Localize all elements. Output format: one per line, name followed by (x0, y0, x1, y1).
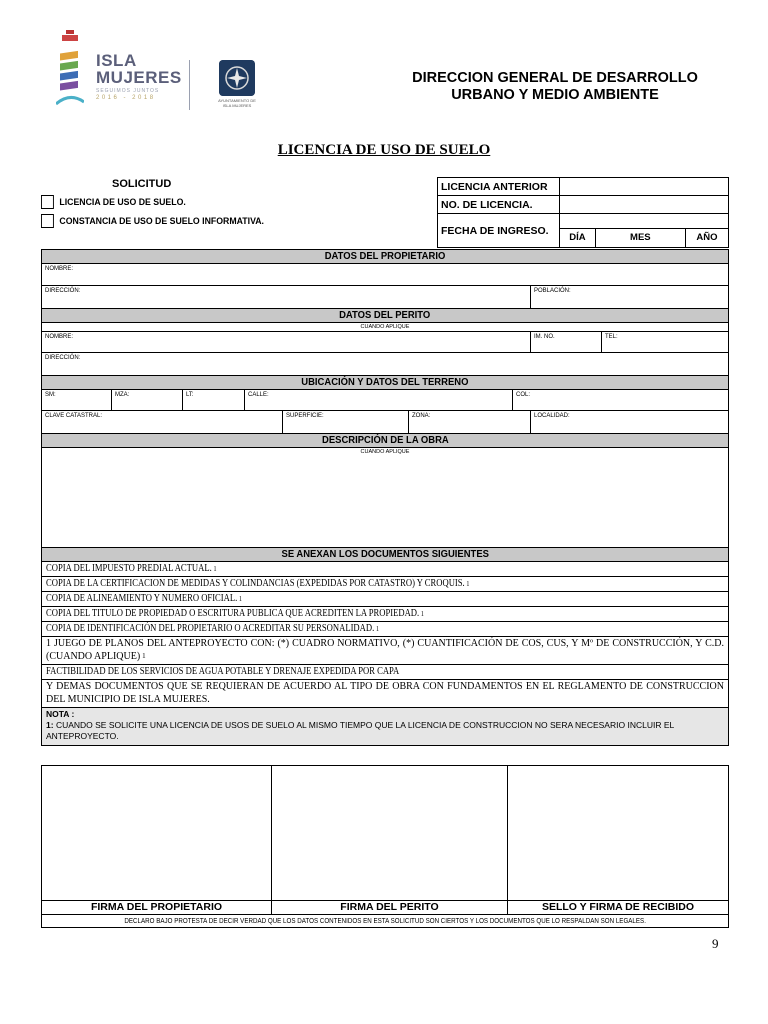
list-item: 1 JUEGO DE PLANOS DEL ANTEPROYECTO CON: (*) CUADRO NORMATIVO, (*) CUANTIFICACIÓN DE COS, CUS, Y Mº DE CONSTRUCCIÓN, Y C.D. (CUANDO APLIQUE) $^1$ (42, 637, 728, 665)
propietario-nombre-field[interactable]: NOMBRE: (45, 266, 74, 272)
terreno-col-field[interactable]: COL: (516, 392, 531, 398)
perito-cuando-aplique: CUANDO APLIQUE (42, 323, 728, 332)
terreno-clave-catastral-field[interactable]: CLAVE CATASTRAL: (42, 411, 283, 433)
terreno-superficie-field[interactable]: SUPERFICIE: (283, 411, 409, 433)
nota-text: 1: CUANDO SE SOLICITE UNA LICENCIA DE USOS DE SUELO AL MISMO TIEMPO QUE LA LICENCIA DE CONSTRUCCION NO SERA NECESARIO INCLUIR EL ANTEPROYECTO. (46, 720, 674, 741)
sello-recibido-label: SELLO Y FIRMA DE RECIBIDO (508, 900, 728, 914)
application-form (41, 249, 729, 746)
terreno-lt-field[interactable]: LT: (183, 390, 245, 410)
perito-nombre-field[interactable]: NOMBRE: (42, 332, 531, 352)
obra-cuando-aplique: CUANDO APLIQUE (42, 448, 728, 456)
constancia-checkbox[interactable] (41, 214, 54, 228)
perito-direccion-field[interactable]: DIRECCIÓN: (45, 355, 81, 361)
lighthouse-logo-icon (56, 30, 84, 108)
mes-label: MES (595, 228, 685, 247)
document-title: LICENCIA DE USO DE SUELO (277, 142, 491, 158)
fecha-ingreso-label: FECHA DE INGRESO. (438, 214, 560, 248)
municipal-seal-icon (219, 60, 255, 96)
list-item: COPIA DE LA CERTIFICACION DE MEDIDAS Y COLINDANCIAS (EXPEDIDAS POR CATASTRO) Y CROQUIS. $^1$ (42, 577, 728, 592)
firma-propietario-box[interactable] (42, 766, 272, 914)
section-documentos-header: SE ANEXAN LOS DOCUMENTOS SIGUIENTES (42, 548, 728, 562)
list-item: Y DEMAS DOCUMENTOS QUE SE REQUIERAN DE ACUERDO AL TIPO DE OBRA CON FUNDAMENTOS EN EL REGLAMENTO DE CONSTRUCCION DEL MUNICIPIO DE ISLA MUJERES. (42, 680, 728, 708)
list-item: COPIA DE IDENTIFICACIÓN DEL PROPIETARIO O ACREDITAR SU PERSONALIDAD. $^1$ (42, 622, 728, 637)
licencia-anterior-field[interactable] (560, 178, 729, 196)
license-info-table (437, 177, 729, 248)
nota-title: NOTA : (46, 709, 75, 719)
section-propietario-header: DATOS DEL PROPIETARIO (42, 249, 728, 264)
solicitud-title: SOLICITUD (112, 178, 172, 190)
sello-recibido-box[interactable] (508, 766, 728, 914)
licencia-anterior-label: LICENCIA ANTERIOR (438, 178, 560, 196)
declaration-text: DECLARO BAJO PROTESTA DE DECIR VERDAD QUE LOS DATOS CONTENIDOS EN ESTA SOLICITUD SON CIERTOS Y LOS DOCUMENTOS QUE LO RESPALDAN SON LEGALES. (41, 915, 729, 928)
terreno-mza-field[interactable]: MZA: (112, 390, 183, 410)
section-perito-header: DATOS DEL PERITO (42, 309, 728, 323)
numero-licencia-label: NO. DE LICENCIA. (438, 196, 560, 214)
terreno-sm-field[interactable]: SM: (42, 390, 112, 410)
licencia-checkbox[interactable] (41, 195, 54, 209)
section-terreno-header: UBICACIÓN Y DATOS DEL TERRENO (42, 376, 728, 390)
seal-caption: AYUNTAMIENTO DE ISLA MUJERES (218, 98, 256, 108)
option-constancia-informativa[interactable] (41, 214, 264, 228)
numero-licencia-field[interactable] (560, 196, 729, 214)
propietario-poblacion-field[interactable]: POBLACIÓN: (534, 288, 571, 294)
list-item: FACTIBILIDAD DE LOS SERVICIOS DE AGUA POTABLE Y DRENAJE EXPEDIDA POR CAPA (42, 665, 728, 680)
nota-box (42, 708, 728, 746)
obra-description-field[interactable] (42, 456, 728, 548)
fecha-ingreso-field[interactable] (560, 214, 729, 229)
department-title: DIRECCION GENERAL DE DESARROLLO URBANO Y MEDIO AMBIENTE (412, 70, 698, 103)
dia-label: DÍA (560, 228, 596, 247)
section-obra-header: DESCRIPCIÓN DE LA OBRA (42, 434, 728, 448)
terreno-calle-field[interactable]: CALLE: (245, 390, 513, 410)
signature-section (41, 765, 729, 915)
municipality-logo (36, 30, 266, 110)
terreno-localidad-field[interactable]: LOCALIDAD: (534, 413, 570, 419)
logo-wordmark: ISLA MUJERES (96, 51, 182, 87)
list-item: COPIA DEL TITULO DE PROPIEDAD O ESCRITURA PUBLICA QUE ACREDITEN LA PROPIEDAD. $^1$ (42, 607, 728, 622)
firma-perito-label: FIRMA DEL PERITO (272, 900, 507, 914)
logo-tagline: SEGUIMOS JUNTOS (96, 88, 160, 94)
logo-divider (189, 60, 190, 110)
list-item: COPIA DE ALINEAMIENTO Y NUMERO OFICIAL. $^1$ (42, 592, 728, 607)
page-number: 9 (712, 936, 719, 951)
perito-im-no-field[interactable]: IM. NO. (531, 332, 602, 352)
logo-years: 2016 - 2018 (96, 95, 156, 101)
firma-propietario-label: FIRMA DEL PROPIETARIO (42, 900, 271, 914)
perito-tel-field[interactable]: TEL: (605, 334, 618, 340)
anio-label: AÑO (685, 228, 728, 247)
propietario-direccion-field[interactable]: DIRECCIÓN: (42, 286, 531, 308)
option-label: CONSTANCIA DE USO DE SUELO INFORMATIVA. (59, 215, 264, 227)
terreno-zona-field[interactable]: ZONA: (409, 411, 531, 433)
list-item: COPIA DEL IMPUESTO PREDIAL ACTUAL. $^1$ (42, 562, 728, 577)
documents-list (42, 562, 728, 708)
firma-perito-box[interactable] (272, 766, 508, 914)
option-licencia-uso-suelo[interactable] (41, 195, 186, 209)
option-label: LICENCIA DE USO DE SUELO. (59, 196, 186, 208)
